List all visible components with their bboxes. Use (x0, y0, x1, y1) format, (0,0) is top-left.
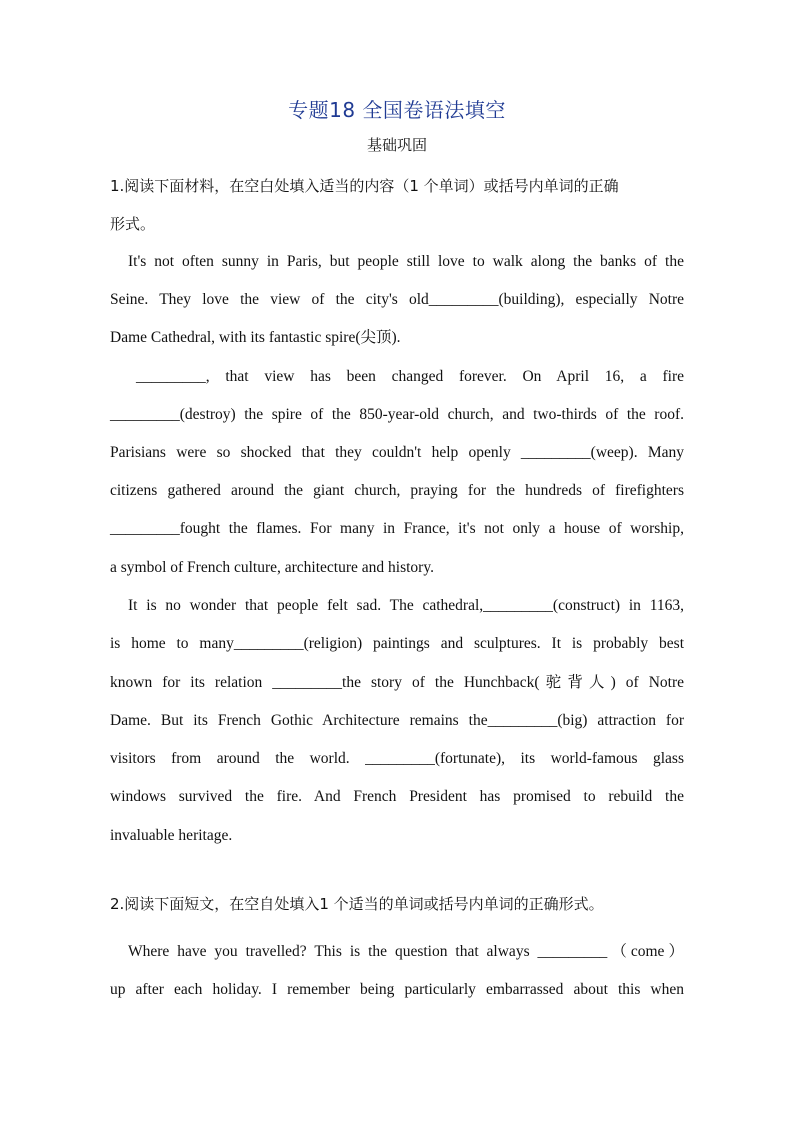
passage-line: _________, that view has been changed forever. On April 16, a fire (136, 368, 684, 385)
passage-line: a symbol of French culture, architecture and history. (110, 559, 434, 576)
passage-line: Seine. They love the view of the city's old_________(building), especially Notre (110, 291, 684, 308)
page-title: 专题18 全国卷语法填空 (288, 98, 506, 122)
passage-line: known for its relation _________the story of the Hunchback(驼背人) of Notre (110, 674, 684, 691)
passage-line: invaluable heritage. (110, 827, 233, 844)
passage-line: It is no wonder that people felt sad. The cathedral,_________(construct) in 1163, (128, 597, 684, 614)
passage-line: It's not often sunny in Paris, but people still love to walk along the banks of the (128, 253, 684, 270)
passage-line: Dame. But its French Gothic Architecture remains the_________(big) attraction for (110, 712, 684, 729)
passage-line: citizens gathered around the giant church, praying for the hundreds of firefighters (110, 482, 684, 499)
question-1-instruction (110, 167, 690, 243)
passage-line: _________(destroy) the spire of the 850-year-old church, and two-thirds of the roof. (110, 406, 684, 423)
passage-line: Parisians were so shocked that they couldn't help openly _________(weep). Many (110, 444, 684, 461)
question-1-instruction-line: 1.阅读下面材料，在空白处填入适当的内容（1 个单词）或括号内单词的正确 (110, 177, 619, 195)
passage-line: windows survived the fire. And French President has promised to rebuild the (110, 788, 684, 805)
passage-line: up after each holiday. I remember being particularly embarrassed about this when (110, 981, 684, 998)
passage-line: _________fought the flames. For many in France, it's not only a house of worship, (110, 520, 684, 537)
passage-line: Where have you travelled? This is the question that always _________（come） (128, 943, 684, 960)
question-1-instruction-line: 形式。 (110, 215, 156, 233)
page-subtitle: 基础巩固 (366, 136, 427, 154)
passage-line: Dame Cathedral, with its fantastic spire(尖顶). (110, 329, 401, 346)
question-2-instruction: 2.阅读下面短文，在空自处填入1 个适当的单词或括号内单词的正确形式。 (110, 895, 604, 913)
passage-line: visitors from around the world. _________(fortunate), its world-famous glass (110, 750, 684, 767)
passage-line: is home to many_________(religion) paintings and sculptures. It is probably best (110, 635, 684, 652)
